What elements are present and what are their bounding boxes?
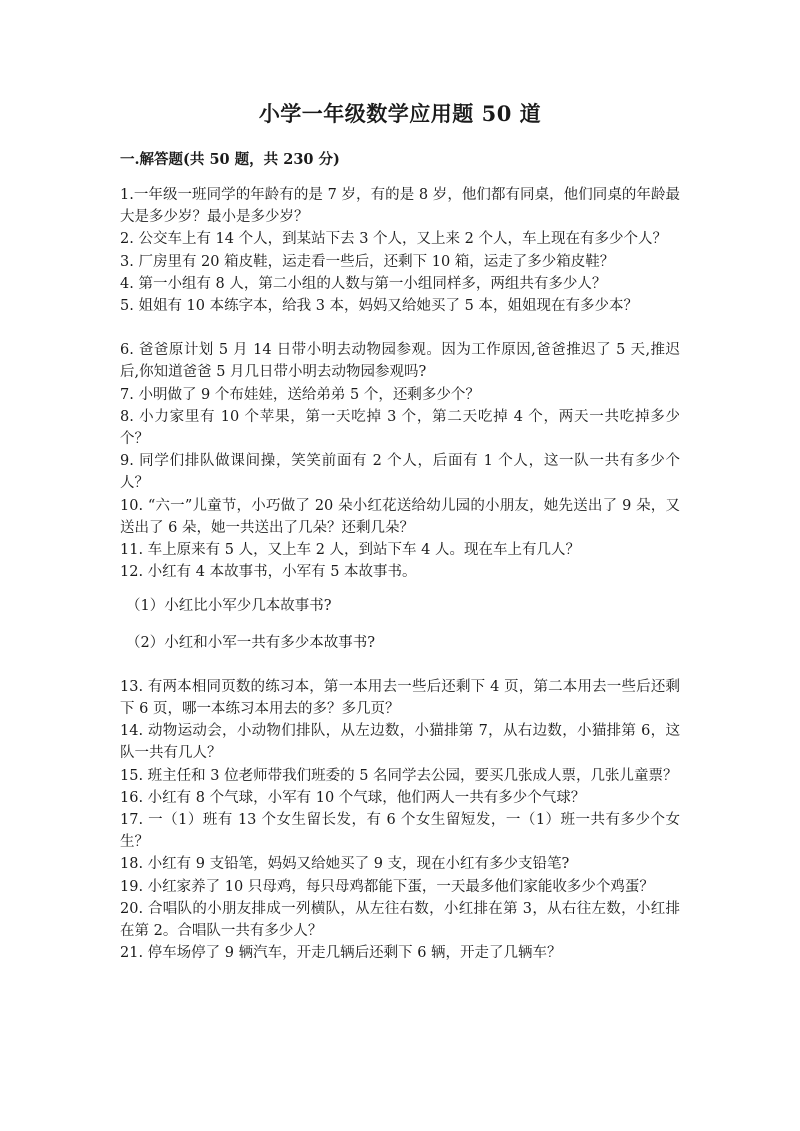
question-item: 20. 合唱队的小朋友排成一列横队，从左往右数，小红排在第 3，从右往左数，小红排在第 2。合唱队一共有多少人？ [120,900,680,940]
question-item: 7. 小明做了 9 个布娃娃，送给弟弟 5 个，还剩多少个？ [120,386,480,403]
question-item: 11. 车上原来有 5 人，又上车 2 人，到站下车 4 人。现在车上有几人？ [120,542,580,559]
question-item: 1.一年级一班同学的年龄有的是 7 岁，有的是 8 岁，他们都有同桌，他们同桌的年龄最大是多少岁？最小是多少岁？ [120,187,680,226]
question-item: 9. 同学们排队做课间操，笑笑前面有 2 个人，后面有 1 个人，这一队一共有多少个人？ [120,453,680,492]
question-item: 14. 动物运动会，小动物们排队，从左边数，小猫排第 7，从右边数，小猫排第 6，这队一共有几人？ [120,723,680,762]
question-item: 2. 公交车上有 14 个人，到某站下去 3 个人，又上来 2 个人，车上现在有多少个人？ [120,231,667,248]
question-item: 13. 有两本相同页数的练习本，第一本用去一些后还剩下 4 页，第二本用去一些后还剩下 6 页，哪一本练习本用去的多？多几页？ [120,678,680,718]
sub-question-item: （2）小红和小军一共有多少本故事书? [126,634,375,651]
question-item: 16. 小红有 8 个气球，小军有 10 个气球，他们两人一共有多少个气球？ [120,789,586,806]
question-item: 6. 爸爸原计划 5 月 14 日带小明去动物园参观。因为工作原因,爸爸推迟了 5 天,推迟后,你知道爸爸 5 月几日带小明去动物园参观吗? [120,342,680,381]
question-item: 17. 一（1）班有 13 个女生留长发，有 6 个女生留短发，一（1）班一共有多少个女生？ [120,812,680,851]
question-item: 5. 姐姐有 10 本练字本，给我 3 本，妈妈又给她买了 5 本，姐姐现在有多少本？ [120,298,638,315]
question-item: 12. 小红有 4 本故事书，小军有 5 本故事书。 [120,564,417,581]
question-item: 21. 停车场停了 9 辆汽车，开走几辆后还剩下 6 辆，开走了几辆车？ [120,945,562,962]
question-item: 8. 小力家里有 10 个苹果，第一天吃掉 3 个，第二天吃掉 4 个，两天一共吃掉多少个？ [120,408,680,448]
question-item: 10. “六一”儿童节，小巧做了 20 朵小红花送给幼儿园的小朋友，她先送出了 9 朵，又送出了 6 朵，她一共送出了几朵？还剩几朵？ [120,497,680,536]
sub-question-item: （1）小红比小军少几本故事书? [126,598,332,615]
question-item: 19. 小红家养了 10 只母鸡，每只母鸡都能下蛋，一天最多他们家能收多少个鸡蛋？ [120,878,654,895]
question-item: 15. 班主任和 3 位老师带我们班委的 5 名同学去公园，要买几张成人票，几张儿童票？ [120,767,678,784]
question-item: 4. 第一小组有 8 人，第二小组的人数与第一小组同样多，两组共有多少人？ [120,275,607,292]
question-list [120,184,680,965]
section-heading: 一.解答题(共 50 题，共 230 分) [120,151,340,168]
page-title: 小学一年级数学应用题 50 道 [258,101,542,126]
question-item: 18. 小红有 9 支铅笔，妈妈又给她买了 9 支，现在小红有多少支铅笔? [120,856,570,873]
question-item: 3. 厂房里有 20 箱皮鞋，运走看一些后，还剩下 10 箱，运走了多少箱皮鞋？ [120,253,615,270]
